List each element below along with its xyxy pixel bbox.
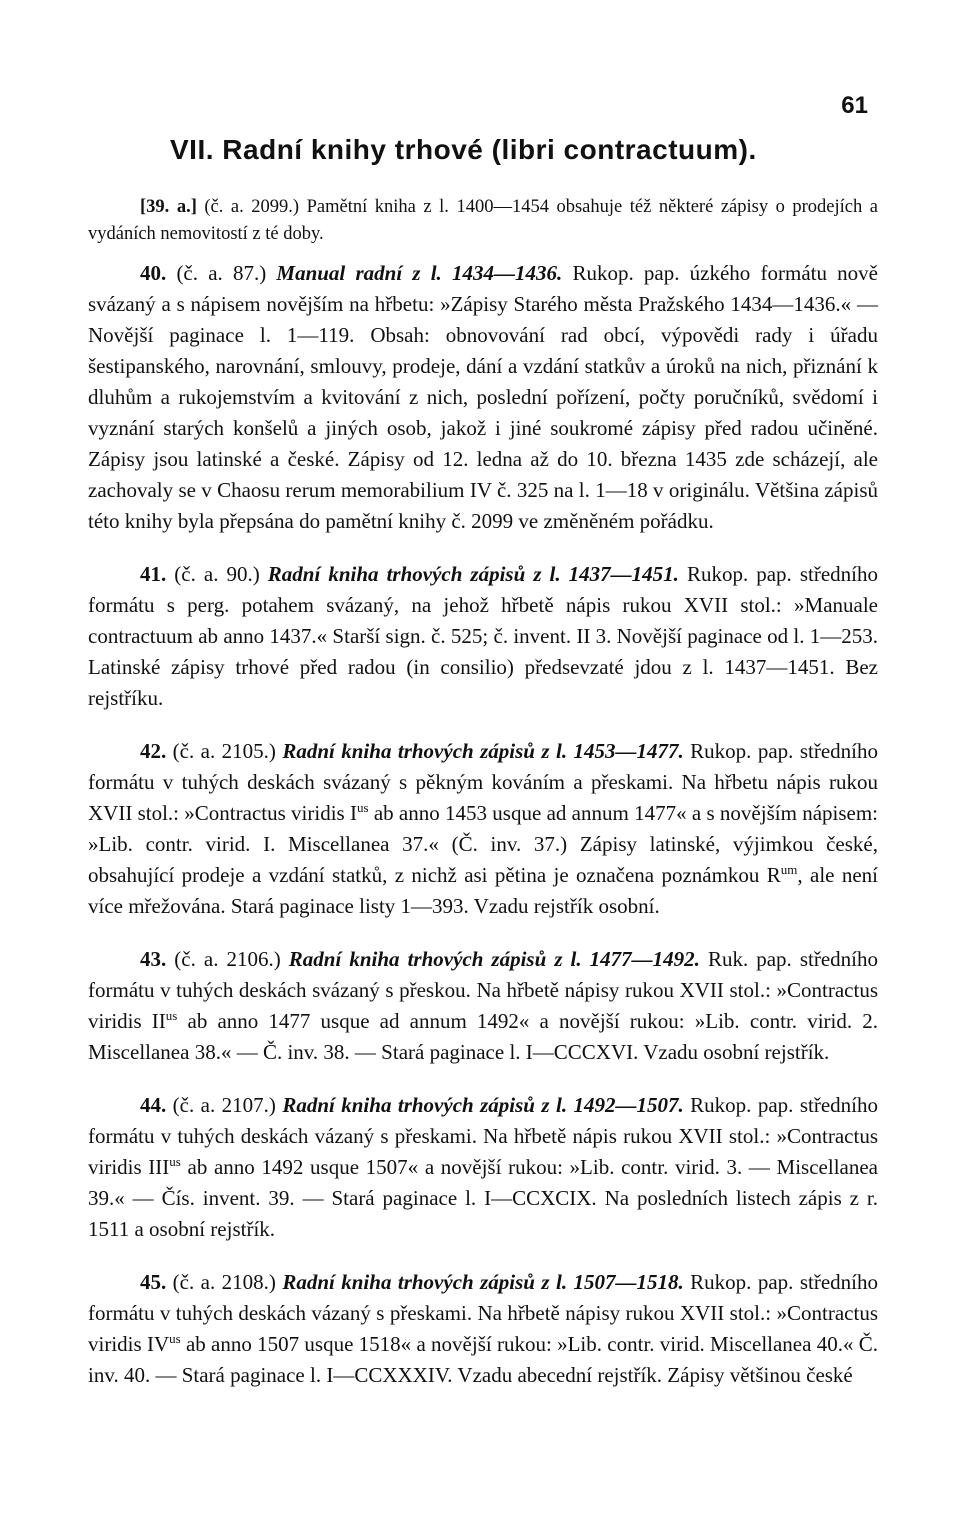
entry-text: , ale není více mřežována. Stará paginace listy 1—393. Vzadu rejstřík osobní.: [88, 863, 878, 918]
entry-number: 44.: [140, 1093, 167, 1117]
entry-signature: (č. a. 2107.): [166, 1093, 283, 1117]
entry-number: [39. a.]: [140, 197, 197, 217]
entry-signature: (č. a. 2106.): [166, 947, 289, 971]
superscript: um: [780, 862, 798, 877]
entry-text: Rukop. pap. úzkého formátu nově svázaný a s nápisem novějším na hřbetu: »Zápisy Starého města Pražského 1434—1436.« — Novější paginace l. 1—119. Obsah: obnovování rad obcí, výpovědi rady i úřadu šestipanského, narovnání, smlouvy, prodeje, dání a vzdání statkův a úroků na nich, přiznání k dluhům a rukojemstvím a kvitování z nich, poslední pořízení, počty poručníků, svědomí i vyznání starých konšelů a jiných osob, jakož i jiné soukromé zápisy před radou učiněné. Zápisy jsou latinské a české. Zápisy od 12. ledna až do 10. března 1435 zde scházejí, ale zachovaly se v Chaosu rerum memorabilium IV č. 325 na l. 1—18 v originálu. Většina zápisů této knihy byla přepsána do pamětní knihy č. 2099 ve změněném pořádku.: [88, 261, 878, 533]
entry-41: [88, 559, 878, 714]
entry-number: 42.: [140, 739, 167, 763]
entry-text: ab anno 1453 usque ad annum 1477« a s novějším nápisem: »Lib. contr. virid. I. Miscellanea 37.« (Č. inv. 37.) Zápisy latinské, výjimkou české, obsahující prodeje a vzdání statků, z nichž asi pětina je označena poznámkou R: [88, 801, 879, 887]
entry-text: Ruk. pap. středního formátu v tuhých deskách svázaný s přeskou. Na hřbetě nápisy rukou XVII stol.: »Contractus viridis II: [88, 947, 878, 1033]
entry-title: Manual radní z l. 1434—1436.: [276, 261, 563, 285]
entry-text: ab anno 1507 usque 1518« a novější rukou: »Lib. contr. virid. Miscellanea 40.« Č. inv. 40. — Stará paginace l. I—CCXXXIV. Vzadu abecední rejstřík. Zápisy většinou české: [88, 1332, 879, 1387]
entry-number: 41.: [140, 562, 167, 586]
entry-signature: (č. a. 90.): [166, 562, 268, 586]
superscript: us: [357, 800, 369, 815]
entry-text: Rukop. pap. středního formátu v tuhých deskách vázaný s přeskami. Na hřbetě nápisy rukou XVII stol.: »Contractus viridis IV: [88, 1270, 878, 1356]
entry-number: 43.: [140, 947, 167, 971]
entry-text: Pamětní kniha z l. 1400—1454 obsahuje též některé zápisy o prodejích a vydáních nemovitostí z té doby.: [88, 197, 878, 244]
entry-signature: (č. a. 2099.): [196, 197, 307, 217]
entry-text: ab anno 1477 usque ad annum 1492« a novější rukou: »Lib. contr. virid. 2. Miscellanea 38.« — Č. inv. 38. — Stará paginace l. I—CCCXVI. Vzadu osobní rejstřík.: [88, 1009, 878, 1064]
entries-list: [88, 194, 878, 1413]
superscript: us: [169, 1154, 181, 1169]
entry-42: [88, 736, 878, 922]
superscript: us: [169, 1331, 181, 1346]
entry-43: [88, 944, 878, 1068]
entry-title: Radní kniha trhových zápisů z l. 1507—1518.: [282, 1270, 684, 1294]
entry-40: [88, 258, 878, 537]
entry-number: 45.: [140, 1270, 167, 1294]
page-number: 61: [841, 92, 868, 119]
entry-title: Radní kniha trhových zápisů z l. 1492—1507.: [282, 1093, 684, 1117]
entry-number: 40.: [140, 261, 167, 285]
entry-signature: (č. a. 2105.): [166, 739, 283, 763]
entry-text: Rukop. pap. středního formátu s perg. potahem svázaný, na jehož hřbetě nápis rukou XVII stol.: »Manuale contractuum ab anno 1437.« Starší sign. č. 525; č. invent. II 3. Novější paginace od l. 1—253. Latinské zápisy trhové před radou (in consilio) předsevzaté jdou z l. 1437—1451. Bez rejstříku.: [88, 562, 878, 710]
chapter-heading: VII. Radní knihy trhové (libri contractuum).: [170, 134, 757, 165]
entry-signature: (č. a. 87.): [166, 261, 277, 285]
entry-44: [88, 1090, 878, 1245]
entry-signature: (č. a. 2108.): [166, 1270, 283, 1294]
entry-title: Radní kniha trhových zápisů z l. 1477—1492.: [288, 947, 700, 971]
entry-text: Rukop. pap. středního formátu v tuhých deskách svázaný s pěkným kováním a přeskami. Na hřbetu nápis rukou XVII stol.: »Contractus viridis I: [88, 739, 878, 825]
entry-39a: [88, 194, 878, 248]
entry-text: ab anno 1492 usque 1507« a novější rukou: »Lib. contr. virid. 3. — Miscellanea 39.« — Čís. invent. 39. — Stará paginace l. I—CCXCIX. Na posledních listech zápis z r. 1511 a osobní rejstřík.: [88, 1155, 878, 1241]
entry-text: Rukop. pap. středního formátu v tuhých deskách vázaný s přeskami. Na hřbetě nápis rukou XVII stol.: »Contractus viridis III: [88, 1093, 878, 1179]
entry-title: Radní kniha trhových zápisů z l. 1437—1451.: [267, 562, 679, 586]
entry-45: [88, 1267, 878, 1391]
entry-title: Radní kniha trhových zápisů z l. 1453—1477.: [282, 739, 684, 763]
superscript: us: [165, 1008, 178, 1023]
